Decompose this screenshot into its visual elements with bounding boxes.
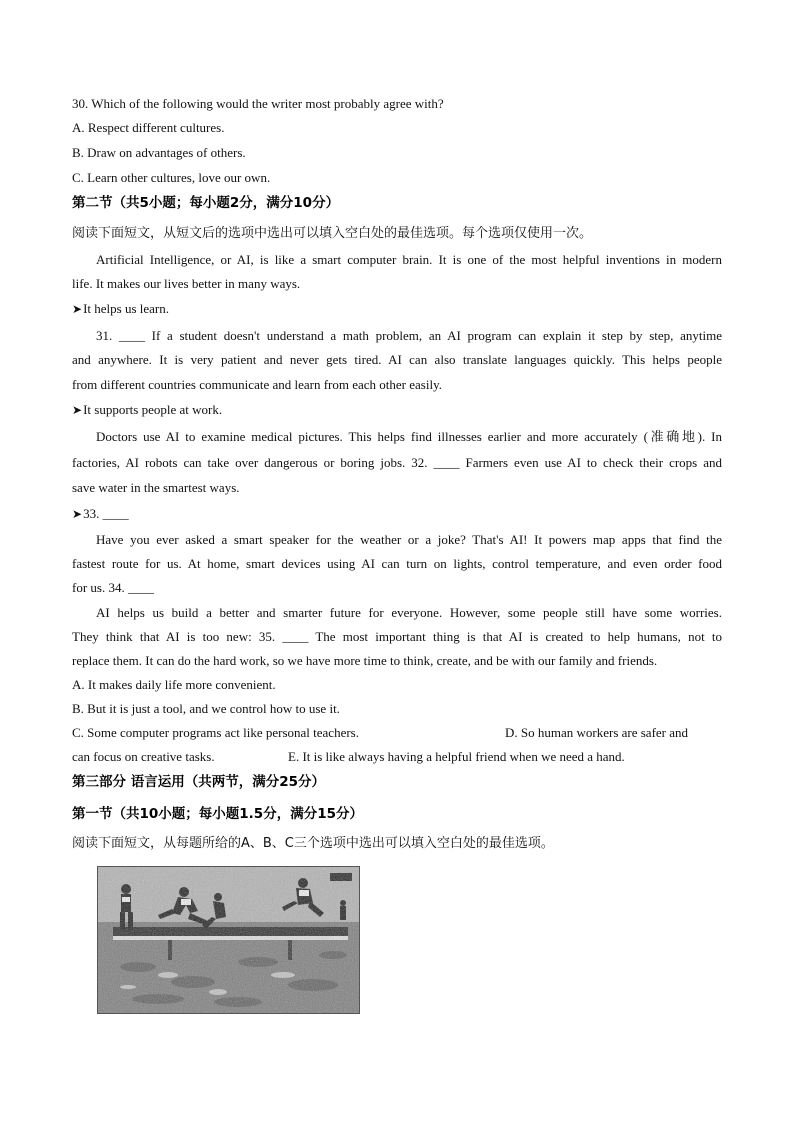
passage-p2-line2: and anywhere. It is very patient and never gets tired. AI can also translate languages quickly. This helps people — [72, 352, 722, 367]
passage-heading-3: ➤33. ____ — [72, 506, 129, 521]
photo-runners-hurdles-icon — [98, 867, 359, 1013]
passage-p5-line1: AI helps us build a better and smarter future for everyone. However, some people still have some worries. — [96, 605, 722, 620]
race-photo — [97, 866, 360, 1014]
option-d: D. So human workers are safer and — [505, 725, 689, 740]
passage-p2-line3: from different countries communicate and learn from each other easily. — [72, 377, 442, 392]
section2-heading: 第二节（共5小题；每小题2分，满分10分） — [72, 195, 340, 211]
arrowhead-icon: ➤ — [72, 403, 83, 417]
q30-option-c: C. Learn other cultures, love our own. — [72, 170, 271, 185]
option-d-continued: can focus on creative tasks. — [72, 749, 215, 764]
q30-option-b: B. Draw on advantages of others. — [72, 145, 246, 160]
passage-p3-line1: Doctors use AI to examine medical pictures. This helps find illnesses earlier and more accurately (准确地). In — [96, 429, 722, 444]
passage-p3-line3: save water in the smartest ways. — [72, 480, 240, 495]
passage-p1-line1: Artificial Intelligence, or AI, is like a smart computer brain. It is one of the most helpful inventions in modern — [96, 252, 722, 267]
part3-heading: 第三部分 语言运用（共两节，满分25分） — [72, 774, 325, 790]
q30-stem: 30. Which of the following would the writer most probably agree with? — [72, 96, 444, 111]
passage-p4-line2: fastest route for us. At home, smart devices using AI can turn on lights, control temperature, and even order food — [72, 556, 722, 571]
passage-heading-1: ➤It helps us learn. — [72, 301, 169, 316]
passage-p5-line3: replace them. It can do the hard work, so we have more time to think, create, and be with our family and friends. — [72, 653, 658, 668]
option-a: A. It makes daily life more convenient. — [72, 677, 276, 692]
passage-p3-line2: factories, AI robots can take over dangerous or boring jobs. 32. ____ Farmers even use AI to check their crops and — [72, 455, 722, 470]
q30-option-a: A. Respect different cultures. — [72, 120, 225, 135]
arrowhead-icon: ➤ — [72, 507, 83, 521]
arrowhead-icon: ➤ — [72, 302, 83, 316]
option-e: E. It is like always having a helpful friend when we need a hand. — [288, 749, 625, 764]
part3-instructions: 阅读下面短文，从每题所给的A、B、C三个选项中选出可以填入空白处的最佳选项。 — [72, 836, 554, 851]
passage-p4-line3: for us. 34. ____ — [72, 580, 154, 595]
passage-heading-2: ➤It supports people at work. — [72, 402, 223, 417]
option-b: B. But it is just a tool, and we control how to use it. — [72, 701, 340, 716]
part3-sub-heading: 第一节（共10小题；每小题1.5分，满分15分） — [72, 806, 363, 822]
section2-instructions: 阅读下面短文，从短文后的选项中选出可以填入空白处的最佳选项。每个选项仅使用一次。 — [72, 226, 593, 241]
option-c: C. Some computer programs act like personal teachers. — [72, 725, 359, 740]
passage-p4-line1: Have you ever asked a smart speaker for the weather or a joke? That's AI! It powers map apps that find the — [96, 532, 722, 547]
passage-p1-line2: life. It makes our lives better in many ways. — [72, 276, 301, 291]
passage-p5-line2: They think that AI is too new: 35. ____ The most important thing is that AI is created to help humans, not to — [72, 629, 722, 644]
passage-p2-line1: 31. ____ If a student doesn't understand a math problem, an AI program can explain it step by step, anytime — [96, 328, 722, 343]
